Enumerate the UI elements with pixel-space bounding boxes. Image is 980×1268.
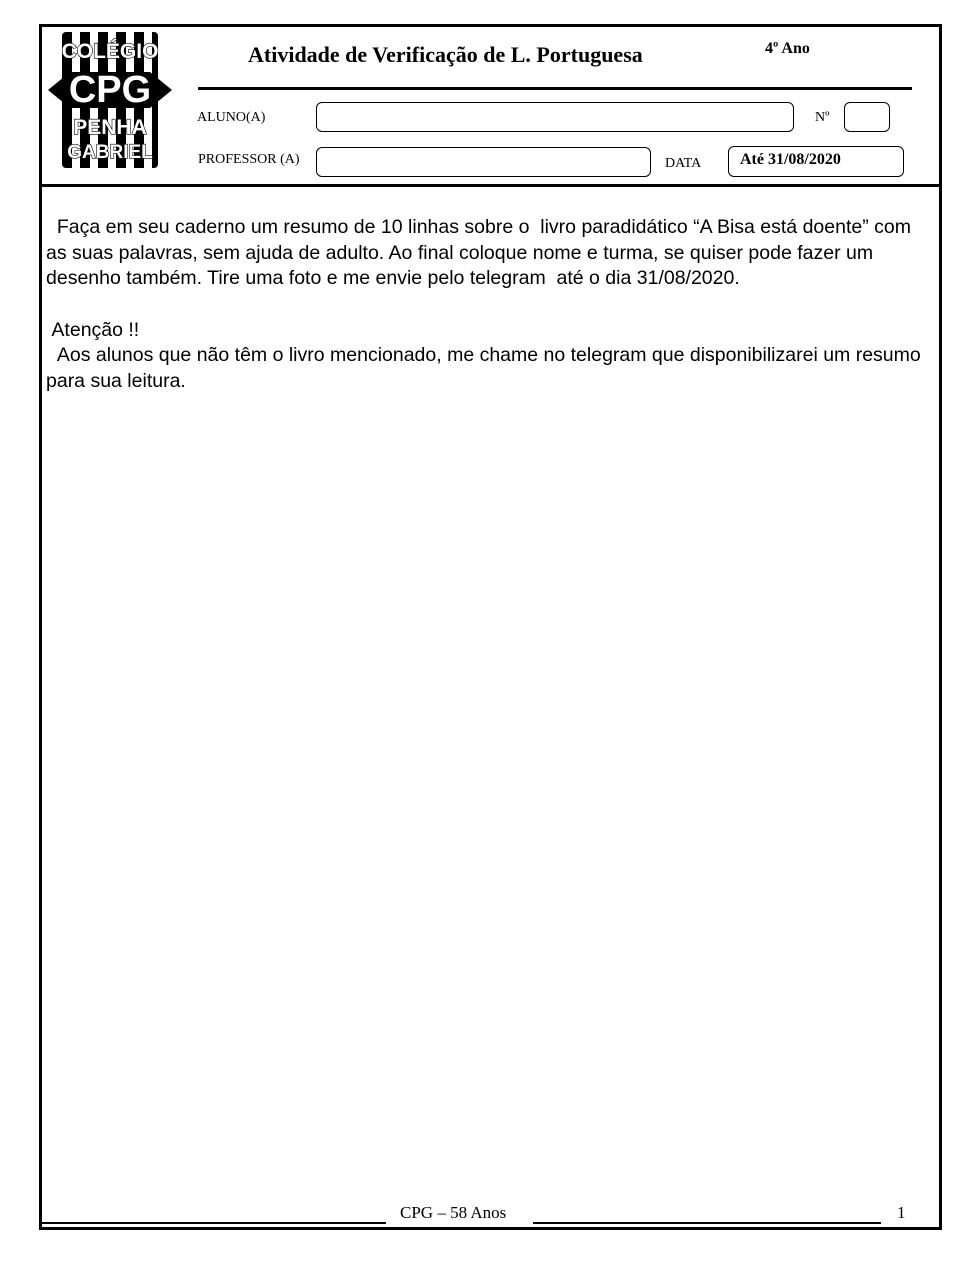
instructions [46,215,936,394]
logo-text-cpg: CPG [68,69,152,111]
header-rule-bottom [39,184,942,187]
teacher-name-field[interactable] [316,147,651,177]
logo-text-gabriel: GABRIEL [67,142,153,163]
student-number-field[interactable] [844,102,890,132]
instruction-paragraph: Faça em seu caderno um resumo de 10 linhas sobre o livro paradidático “A Bisa está doente” com as suas palavras, sem ajuda de adulto. Ao final coloque nome e turma, se quiser pode fazer um desenho também. Tire uma foto e me envie pelo telegram até o dia 31/08/2020. [46,216,917,289]
student-name-field[interactable] [316,102,794,132]
school-logo [48,30,172,170]
logo-text-colegio: COLÉGIO [61,40,159,63]
footer-text: CPG – 58 Anos [400,1203,507,1222]
number-label: Nº [815,110,830,125]
logo-text-penha: PENHA [73,116,147,139]
date-label: DATA [665,156,702,171]
attention-heading: Atenção !! [46,318,140,341]
date-value: Até 31/08/2020 [740,151,841,168]
attention-paragraph: Aos alunos que não têm o livro mencionado, me chame no telegram que disponibilizarei um resumo para sua leitura. [46,344,927,392]
page-number: 1 [897,1203,906,1222]
footer-rule-right [533,1222,881,1224]
footer-rule-left [42,1222,386,1224]
teacher-label: PROFESSOR (A) [198,152,300,167]
student-label: ALUNO(A) [197,110,266,125]
page-title: Atividade de Verificação de L. Portuguesa [248,42,643,67]
grade-label: 4º Ano [765,40,810,57]
header-rule-top [198,87,912,90]
page-frame [39,24,942,1230]
